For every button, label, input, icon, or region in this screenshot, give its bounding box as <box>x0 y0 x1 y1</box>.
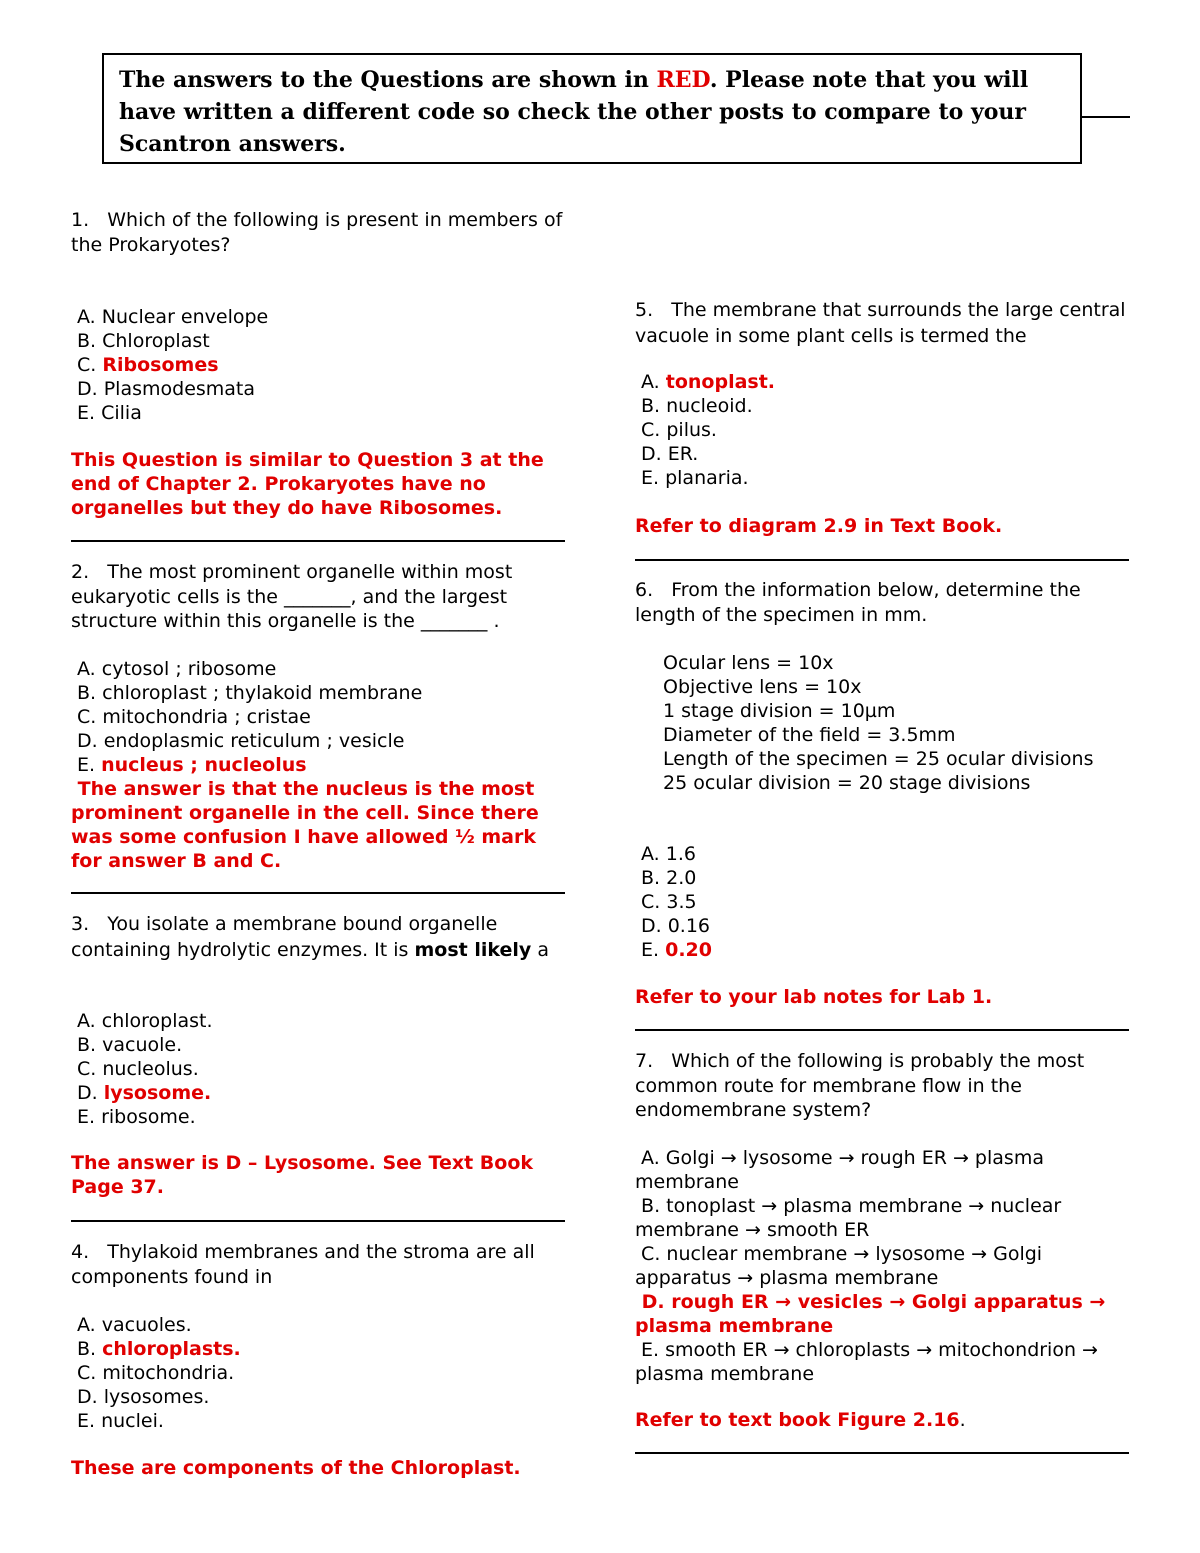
option-5e[interactable]: E. planaria. <box>641 467 749 489</box>
option-3b[interactable]: B. vacuole. <box>77 1034 183 1056</box>
option-2d[interactable]: D. endoplasmic reticulum ; vesicle <box>77 730 405 752</box>
option-3a[interactable]: A. chloroplast. <box>77 1010 213 1032</box>
question-2 <box>71 560 566 634</box>
notice-text-2: . Please note that you will have written a different code so check the other posts to compare to your Scantron answers. <box>119 67 1029 157</box>
option-4c[interactable]: C. mitochondria. <box>77 1362 235 1384</box>
question-5-options <box>635 370 1130 490</box>
question-6-text: 6. From the information below, determine the length of the specimen in mm. <box>635 579 1081 626</box>
question-6-info <box>663 651 1093 795</box>
notice-red-word: RED <box>656 67 710 93</box>
question-3-note: The answer is D – Lysosome. See Text Book Page 37. <box>71 1152 534 1198</box>
option-7c[interactable]: C. nuclear membrane → lysosome → Golgi apparatus → plasma membrane <box>635 1243 1043 1289</box>
option-3d[interactable]: D. lysosome. <box>77 1082 212 1104</box>
option-6b[interactable]: B. 2.0 <box>641 867 697 889</box>
question-1-note: This Question is similar to Question 3 at the end of Chapter 2. Prokaryotes have no organelles but they do have Ribosomes. <box>71 449 544 519</box>
answers-notice <box>102 53 1082 164</box>
divider-6 <box>635 1029 1129 1031</box>
option-1c[interactable]: C. Ribosomes <box>77 354 219 376</box>
question-4 <box>71 1240 566 1290</box>
question-5 <box>635 297 1130 349</box>
question-2-text: 2. The most prominent organelle within most eukaryotic cells is the _______, and the largest structure within this organelle is the _______ . <box>71 561 513 632</box>
divider-5 <box>635 559 1129 561</box>
answer-2: nucleus ; nucleolus <box>101 754 307 776</box>
question-5-text: 5. The membrane that surrounds the large central vacuole in some plant cells is termed the <box>635 299 1126 347</box>
option-5d[interactable]: D. ER. <box>641 443 699 465</box>
info-line: Length of the specimen = 25 ocular divisions <box>663 748 1094 770</box>
divider-3 <box>71 1220 565 1222</box>
info-line: Diameter of the field = 3.5mm <box>663 724 956 746</box>
option-2c[interactable]: C. mitochondria ; cristae <box>77 706 311 728</box>
option-3e[interactable]: E. ribosome. <box>77 1106 196 1128</box>
answer-7: rough ER → vesicles → Golgi apparatus → plasma membrane <box>635 1291 1106 1337</box>
option-2b[interactable]: B. chloroplast ; thylakoid membrane <box>77 682 423 704</box>
answer-6: 0.20 <box>665 939 712 961</box>
option-6e[interactable]: E. 0.20 <box>641 939 712 961</box>
option-3c[interactable]: C. nucleolus. <box>77 1058 199 1080</box>
question-7-options <box>635 1146 1125 1386</box>
question-4-note: These are components of the Chloroplast. <box>71 1457 521 1479</box>
question-2-note: The answer is that the nucleus is the most prominent organelle in the cell. Since there was some confusion I have allowed ½ mark for answer B and C. <box>71 778 539 872</box>
option-7d[interactable]: D. rough ER → vesicles → Golgi apparatus → plasma membrane <box>635 1291 1106 1337</box>
option-4e[interactable]: E. nuclei. <box>77 1410 164 1432</box>
option-2e[interactable]: E. nucleus ; nucleolus <box>77 754 307 776</box>
info-line: 25 ocular division = 20 stage divisions <box>663 772 1031 794</box>
question-2-options <box>71 657 566 873</box>
question-6-note: Refer to your lab notes for Lab 1. <box>635 986 993 1008</box>
option-4a[interactable]: A. vacuoles. <box>77 1314 192 1336</box>
question-7-text: 7. Which of the following is probably the most common route for membrane flow in the endomembrane system? <box>635 1050 1085 1121</box>
option-6a[interactable]: A. 1.6 <box>641 843 696 865</box>
answer-1: Ribosomes <box>102 354 219 376</box>
option-5b[interactable]: B. nucleoid. <box>641 395 753 417</box>
question-3-text: 3. You isolate a membrane bound organelle containing hydrolytic enzymes. It is most likely a <box>71 913 549 961</box>
notice-text-1: The answers to the Questions are shown in <box>119 67 657 93</box>
answer-3: lysosome. <box>103 1082 212 1104</box>
question-4-options <box>71 1313 566 1433</box>
option-5c[interactable]: C. pilus. <box>641 419 717 441</box>
question-7-note: Refer to text book Figure 2.16. <box>635 1409 966 1431</box>
divider-1 <box>71 540 565 542</box>
question-1-options <box>71 305 566 425</box>
info-line: Ocular lens = 10x <box>663 652 834 674</box>
question-1 <box>71 208 566 258</box>
option-6d[interactable]: D. 0.16 <box>641 915 711 937</box>
divider-2 <box>71 892 565 894</box>
option-7b[interactable]: B. tonoplast → plasma membrane → nuclear membrane → smooth ER <box>635 1195 1062 1241</box>
question-6 <box>635 578 1130 628</box>
option-4b[interactable]: B. chloroplasts. <box>77 1338 241 1360</box>
question-6-options <box>635 842 1130 962</box>
option-1d[interactable]: D. Plasmodesmata <box>77 378 256 400</box>
info-line: 1 stage division = 10µm <box>663 700 896 722</box>
question-4-text: 4. Thylakoid membranes and the stroma are all components found in <box>71 1241 535 1288</box>
notice-tail-line <box>1082 116 1130 118</box>
option-4d[interactable]: D. lysosomes. <box>77 1386 210 1408</box>
info-line: Objective lens = 10x <box>663 676 862 698</box>
divider-7 <box>635 1452 1129 1454</box>
option-6c[interactable]: C. 3.5 <box>641 891 697 913</box>
answer-4: chloroplasts. <box>102 1338 241 1360</box>
question-3 <box>71 911 566 963</box>
question-3-options <box>71 1009 566 1129</box>
option-1b[interactable]: B. Chloroplast <box>77 330 210 352</box>
option-1e[interactable]: E. Cilia <box>77 402 142 424</box>
question-1-text: 1. Which of the following is present in members of the Prokaryotes? <box>71 209 563 256</box>
option-1a[interactable]: A. Nuclear envelope <box>77 306 269 328</box>
question-5-note: Refer to diagram 2.9 in Text Book. <box>635 515 1003 537</box>
option-7a[interactable]: A. Golgi → lysosome → rough ER → plasma membrane <box>635 1147 1044 1193</box>
option-5a[interactable]: A. tonoplast. <box>641 371 776 393</box>
question-7 <box>635 1049 1130 1123</box>
answer-5: tonoplast. <box>665 371 776 393</box>
option-7e[interactable]: E. smooth ER → chloroplasts → mitochondrion → plasma membrane <box>635 1339 1098 1385</box>
option-2a[interactable]: A. cytosol ; ribosome <box>77 658 277 680</box>
